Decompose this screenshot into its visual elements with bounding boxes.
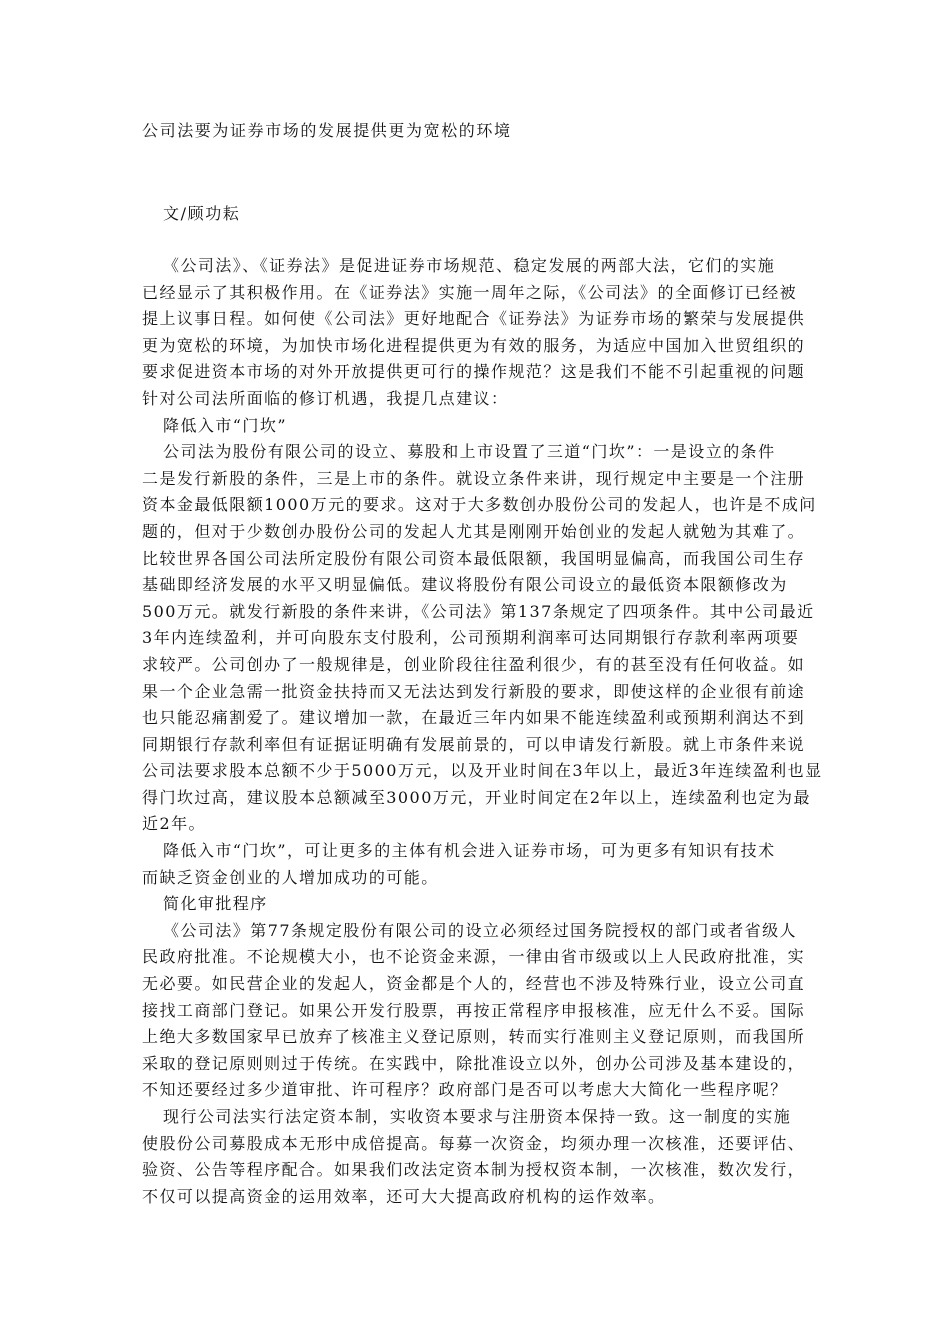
- text-line: 不知还要经过多少道审批、许可程序？政府部门是否可以考虑大大简化一些程序呢？: [142, 1080, 788, 1100]
- text-line: 求较严。公司创办了一般规律是，创业阶段往往盈利很少，有的甚至没有任何收益。如: [142, 654, 806, 674]
- text-line: 公司法要求股本总额不少于5000万元，以及开业时间在3年以上，最近3年连续盈利也显: [142, 761, 823, 781]
- text-line: 已经显示了其积极作用。在《证券法》实施一周年之际，《公司法》的全面修订已经被: [142, 282, 798, 302]
- text-line: 要求促进资本市场的对外开放提供更可行的操作规范？这是我们不能不引起重视的问题: [142, 362, 806, 382]
- section-heading: 降低入市“门坎”: [163, 415, 287, 435]
- text-line: 近2年。: [142, 814, 206, 834]
- text-line: 果一个企业急需一批资金扶持而又无法达到发行新股的要求，即使这样的企业很有前途: [142, 681, 806, 701]
- text-line: 提上议事日程。如何使《公司法》更好地配合《证券法》为证券市场的繁荣与发展提供: [142, 309, 806, 329]
- text-line: 降低入市“门坎”，可让更多的主体有机会进入证券市场，可为更多有知识有技术: [163, 841, 776, 861]
- author-byline: 文/顾功耘: [163, 204, 241, 223]
- text-line: 无必要。如民营企业的发起人，资金都是个人的，经营也不涉及特殊行业，设立公司直: [142, 974, 806, 994]
- text-line: 民政府批准。不论规模大小，也不论资金来源，一律由省市级或以上人民政府批准，实: [142, 947, 806, 967]
- text-line: 《公司法》、《证券法》是促进证券市场规范、稳定发展的两部大法，它们的实施: [163, 256, 776, 275]
- text-line: 比较世界各国公司法所定股份有限公司资本最低限额，我国明显偏高，而我国公司生存: [142, 548, 806, 568]
- text-line: 不仅可以提高资金的运用效率，还可大大提高政府机构的运作效率。: [142, 1186, 666, 1206]
- document-body: [142, 253, 868, 1210]
- text-line: 资本金最低限额1000万元的要求。这对于大多数创办股份公司的发起人，也许是不成问: [142, 495, 817, 515]
- text-line: 现行公司法实行法定资本制，实收资本要求与注册资本保持一致。这一制度的实施: [163, 1107, 792, 1126]
- text-line: 针对公司法所面临的修订机遇，我提几点建议：: [142, 388, 509, 408]
- text-line: 使股份公司募股成本无形中成倍提高。每募一次资金，均须办理一次核准，还要评估、: [142, 1133, 806, 1153]
- text-line: 得门坎过高，建议股本总额减至3000万元，开业时间定在2年以上，连续盈利也定为最: [142, 787, 811, 807]
- text-line: 同期银行存款利率但有证据证明确有发展前景的，可以申请发行新股。就上市条件来说: [142, 734, 806, 754]
- text-line: 公司法为股份有限公司的设立、募股和上市设置了三道“门坎”：一是设立的条件: [163, 442, 776, 462]
- text-line: 也只能忍痛割爱了。建议增加一款，在最近三年内如果不能连续盈利或预期利润达不到: [142, 708, 806, 728]
- text-line: 《公司法》第77条规定股份有限公司的设立必须经过国务院授权的部门或者省级人: [163, 920, 798, 940]
- section-heading: 简化审批程序: [163, 894, 268, 914]
- text-line: 更为宽松的环境，为加快市场化进程提供更为有效的服务，为适应中国加入世贸组织的: [142, 335, 806, 355]
- text-line: 接找工商部门登记。如果公开发行股票，再按正常程序申报核准，应无什么不妥。国际: [142, 1000, 806, 1020]
- text-line: 二是发行新股的条件，三是上市的条件。就设立条件来讲，现行规定中主要是一个注册: [142, 468, 806, 488]
- text-line: 而缺乏资金创业的人增加成功的可能。: [142, 867, 439, 887]
- text-line: 上绝大多数国家早已放弃了核准主义登记原则，转而实行准则主义登记原则，而我国所: [142, 1027, 806, 1047]
- text-line: 题的，但对于少数创办股份公司的发起人尤其是刚刚开始创业的发起人就勉为其难了。: [142, 521, 806, 541]
- text-line: 3年内连续盈利，并可向股东支付股利，公司预期利润率可达同期银行存款利率两项要: [142, 628, 800, 648]
- text-line: 基础即经济发展的水平又明显偏低。建议将股份有限公司设立的最低资本限额修改为: [142, 575, 788, 595]
- document-title: 公司法要为证券市场的发展提供更为宽松的环境: [142, 121, 512, 140]
- text-line: 采取的登记原则则过于传统。在实践中，除批准设立以外，创办公司涉及基本建设的，: [142, 1053, 806, 1073]
- text-line: 验资、公告等程序配合。如果我们改法定资本制为授权资本制，一次核准，数次发行，: [142, 1160, 806, 1180]
- text-line: 500万元。就发行新股的条件来讲，《公司法》第137条规定了四项条件。其中公司最近: [142, 601, 815, 621]
